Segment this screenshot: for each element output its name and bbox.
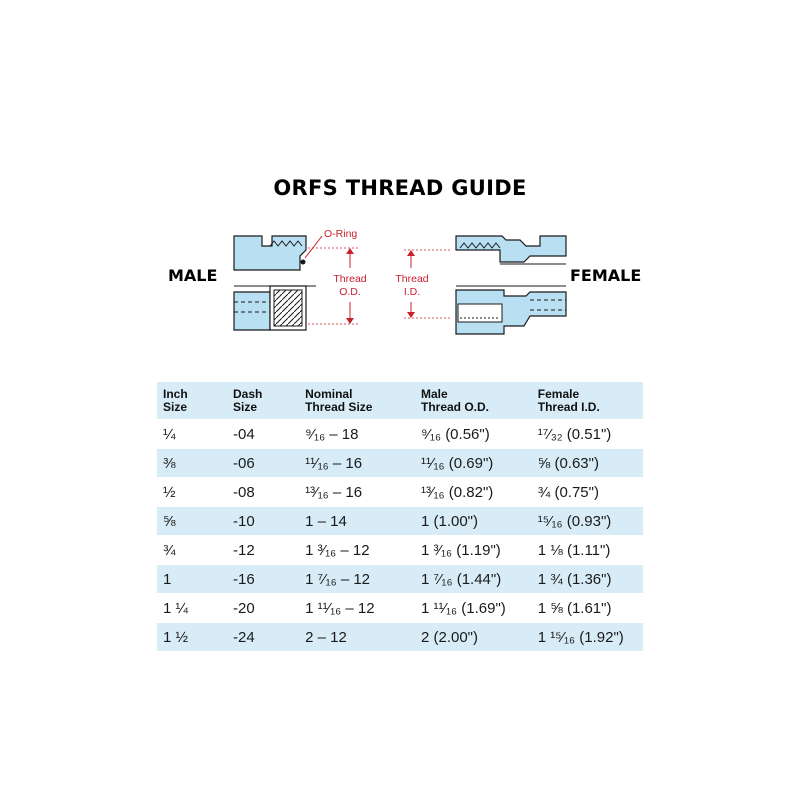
header-male-thread-od: Male Thread O.D.	[415, 382, 532, 420]
table-row	[157, 594, 643, 623]
male-thread-hatch	[274, 290, 302, 326]
cell-nominal-thread: ⁹⁄₁₆ – 18	[299, 420, 415, 449]
cell-male-od: ¹³⁄₁₆ (0.82")	[415, 478, 532, 507]
male-body-upper	[234, 236, 306, 270]
orfs-thread-table	[157, 382, 643, 651]
thread-od-dimension	[308, 248, 367, 324]
thread-id-label-2: I.D.	[403, 286, 421, 298]
cell-male-od: 1 ³⁄₁₆ (1.19")	[415, 536, 532, 565]
cell-female-id: 1 ⅝ (1.61")	[532, 594, 643, 623]
cell-dash-size: -04	[227, 420, 299, 449]
cell-female-id: ¹⁵⁄₁₆ (0.93")	[532, 507, 643, 536]
table-row	[157, 536, 643, 565]
cell-female-id: 1 ⅛ (1.11")	[532, 536, 643, 565]
thread-od-label-2: O.D.	[339, 286, 361, 298]
header-dash-size: Dash Size	[227, 382, 299, 420]
cell-inch-size: 1	[157, 565, 227, 594]
cell-nominal-thread: 1 ³⁄₁₆ – 12	[299, 536, 415, 565]
cell-inch-size: ½	[157, 478, 227, 507]
cell-dash-size: -16	[227, 565, 299, 594]
male-fitting	[234, 236, 316, 330]
table-row	[157, 565, 643, 594]
cell-female-id: 1 ¾ (1.36")	[532, 565, 643, 594]
cell-nominal-thread: 2 – 12	[299, 623, 415, 652]
page-title: ORFS THREAD GUIDE	[273, 176, 527, 200]
cell-female-id: ⅝ (0.63")	[532, 449, 643, 478]
table-row	[157, 507, 643, 536]
cell-dash-size: -20	[227, 594, 299, 623]
cell-female-id: ¾ (0.75")	[532, 478, 643, 507]
male-label: MALE	[168, 266, 218, 285]
o-ring-icon	[301, 260, 306, 265]
female-thread-window	[458, 304, 502, 322]
thread-id-dimension	[395, 250, 452, 318]
thread-id-label-1: Thread	[395, 273, 429, 285]
cell-male-od: ⁹⁄₁₆ (0.56")	[415, 420, 532, 449]
table-row	[157, 449, 643, 478]
cell-inch-size: 1 ½	[157, 623, 227, 652]
thread-od-label-1: Thread	[333, 273, 367, 285]
cell-inch-size: ⅝	[157, 507, 227, 536]
female-nut-upper	[456, 236, 566, 262]
cell-nominal-thread: ¹¹⁄₁₆ – 16	[299, 449, 415, 478]
cell-female-id: 1 ¹⁵⁄₁₆ (1.92")	[532, 623, 643, 652]
cell-nominal-thread: 1 ¹¹⁄₁₆ – 12	[299, 594, 415, 623]
cell-male-od: ¹¹⁄₁₆ (0.69")	[415, 449, 532, 478]
cell-male-od: 1 ⁷⁄₁₆ (1.44")	[415, 565, 532, 594]
table-row	[157, 478, 643, 507]
cell-inch-size: 1 ¼	[157, 594, 227, 623]
header-inch-size: Inch Size	[157, 382, 227, 420]
table-row	[157, 623, 643, 652]
cell-dash-size: -10	[227, 507, 299, 536]
o-ring-label: O-Ring	[324, 228, 358, 240]
table-header-row	[157, 382, 643, 420]
cell-inch-size: ¾	[157, 536, 227, 565]
cell-dash-size: -08	[227, 478, 299, 507]
cell-inch-size: ⅜	[157, 449, 227, 478]
cell-nominal-thread: 1 – 14	[299, 507, 415, 536]
header-female-thread-id: Female Thread I.D.	[532, 382, 643, 420]
cell-male-od: 1 (1.00")	[415, 507, 532, 536]
cell-dash-size: -24	[227, 623, 299, 652]
female-fitting	[456, 236, 566, 334]
cell-inch-size: ¼	[157, 420, 227, 449]
table-row	[157, 420, 643, 449]
header-nominal-thread-size: Nominal Thread Size	[299, 382, 415, 420]
female-label: FEMALE	[570, 266, 642, 285]
cell-dash-size: -12	[227, 536, 299, 565]
cell-male-od: 1 ¹¹⁄₁₆ (1.69")	[415, 594, 532, 623]
cell-nominal-thread: 1 ⁷⁄₁₆ – 12	[299, 565, 415, 594]
cell-nominal-thread: ¹³⁄₁₆ – 16	[299, 478, 415, 507]
cell-male-od: 2 (2.00")	[415, 623, 532, 652]
cell-dash-size: -06	[227, 449, 299, 478]
male-body-lower	[234, 292, 270, 330]
cell-female-id: ¹⁷⁄₃₂ (0.51")	[532, 420, 643, 449]
